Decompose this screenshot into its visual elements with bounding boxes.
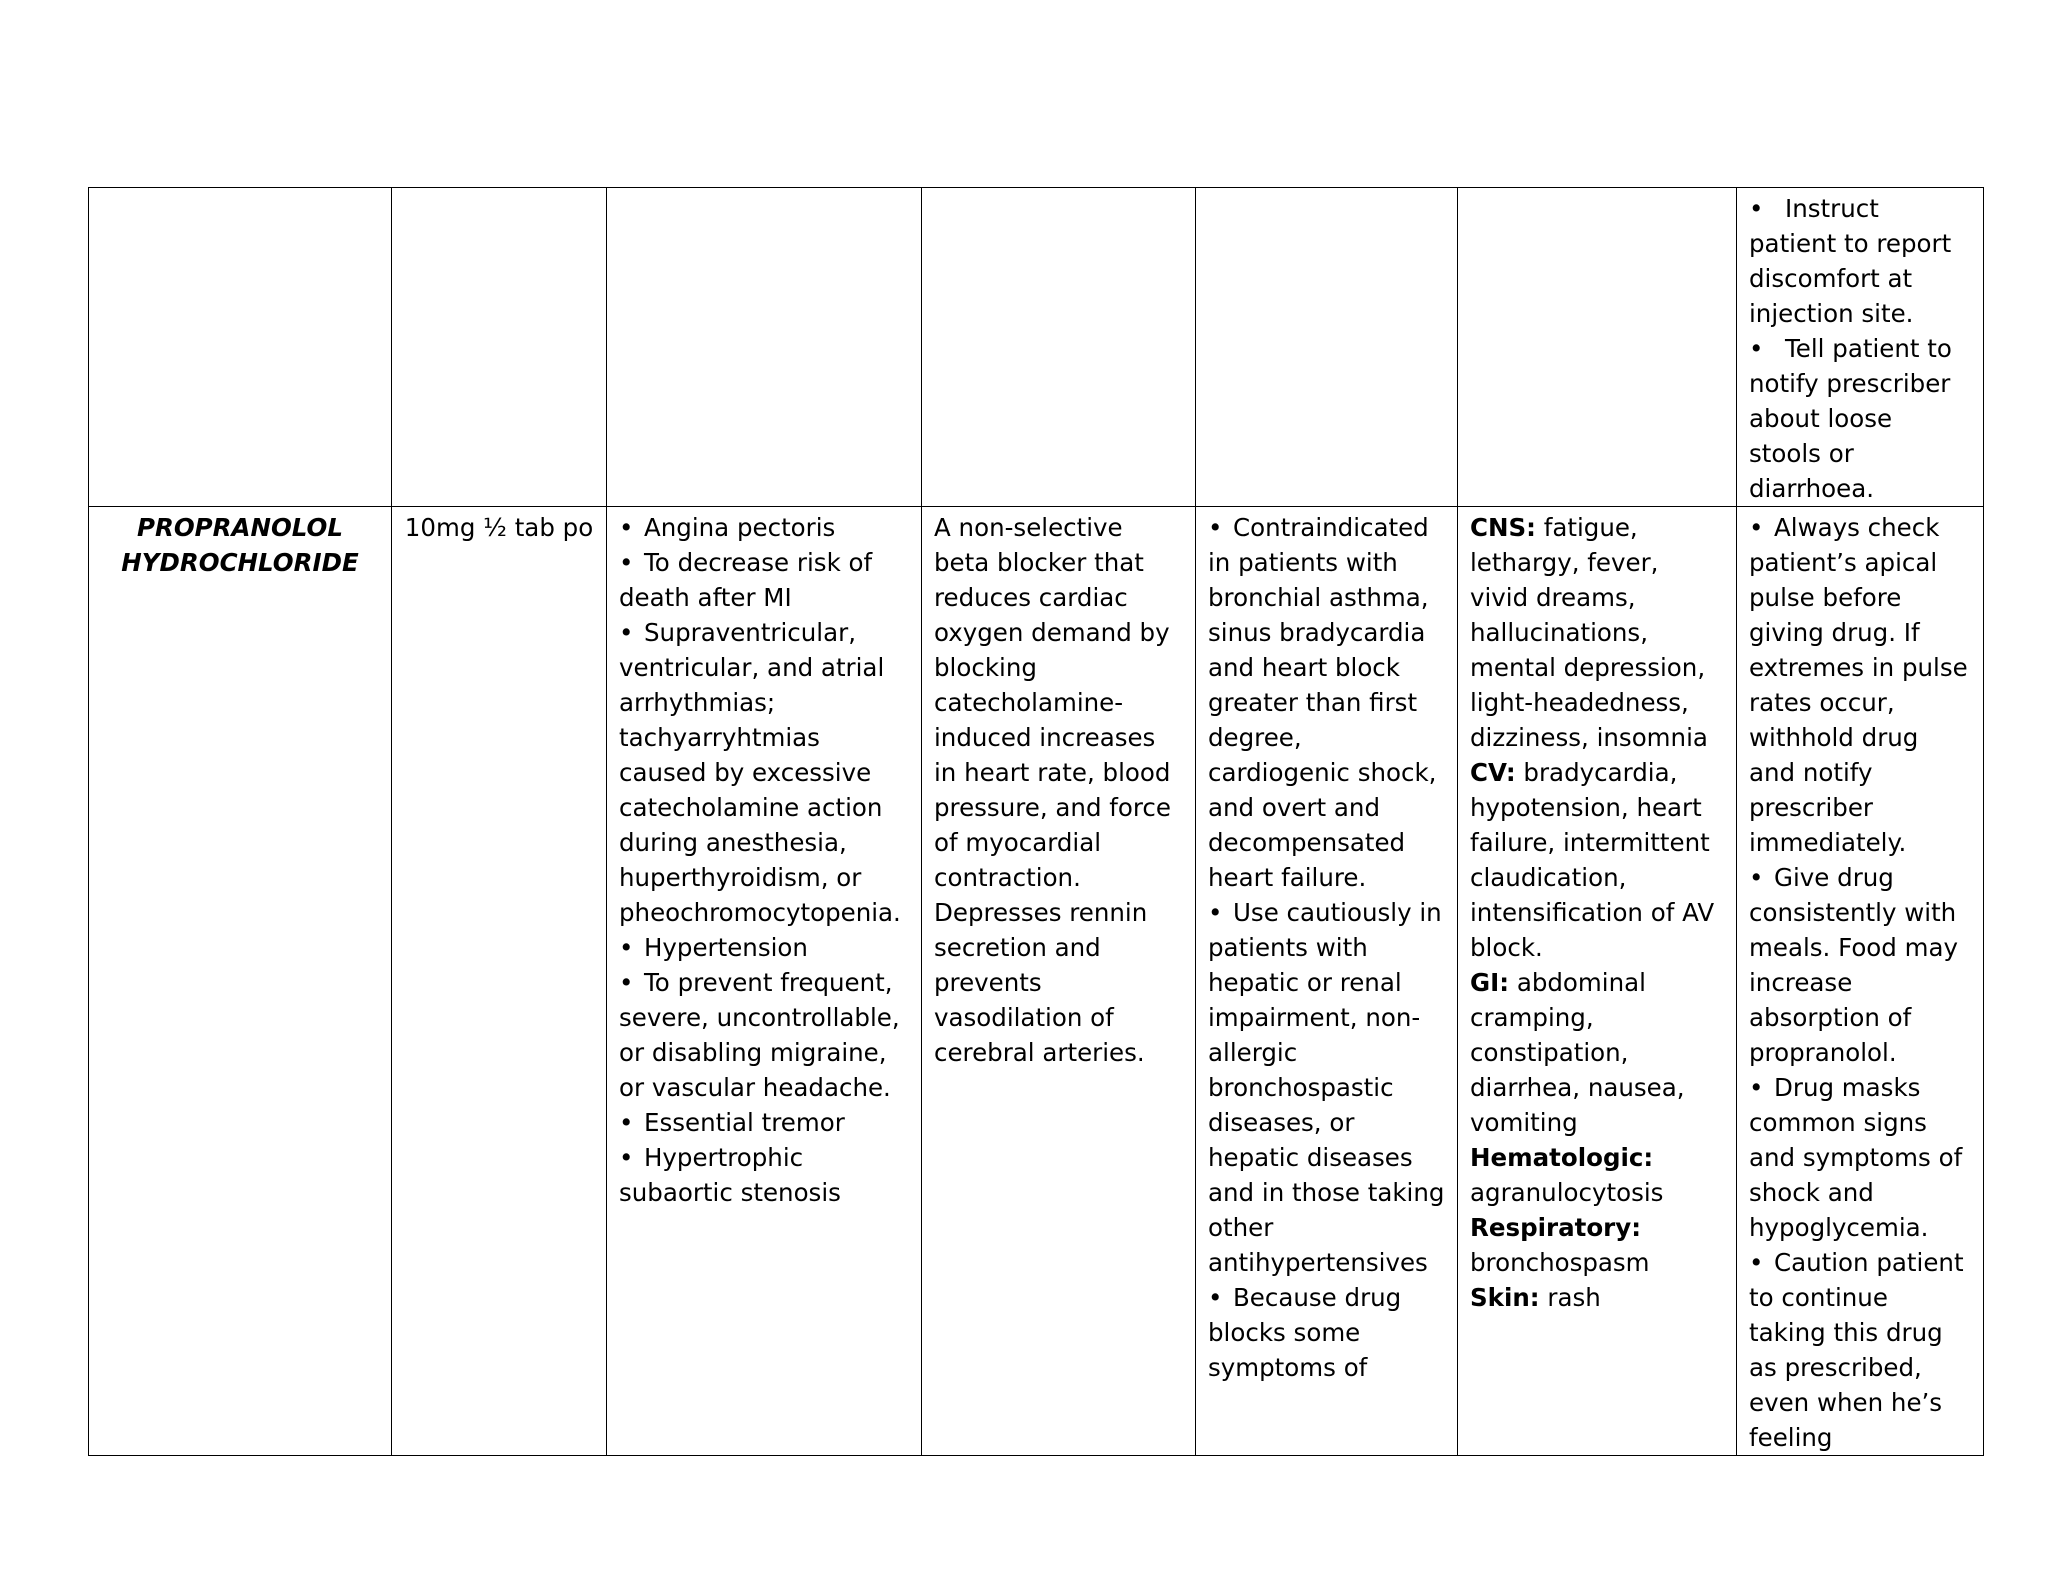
- drug-name-line: HYDROCHLORIDE: [121, 548, 359, 577]
- side-effect-text: fatigue, lethargy, fever, vivid dreams, hallucinations, mental depression, light-headedness, dizziness, insomnia: [1470, 513, 1708, 752]
- side-effect-text: agranulocytosis: [1470, 1178, 1664, 1207]
- bullet-icon: •: [619, 513, 634, 542]
- bullet-icon: •: [1749, 194, 1764, 223]
- list-item: • Supraventricular, ventricular, and atrial arrhythmias; tachyarryhtmias caused by excessive catecholamine action during anesthesia, huperthyroidism, or pheochromocytopenia.: [619, 615, 909, 930]
- mechanism-cell: [922, 507, 1196, 1456]
- bullet-icon: •: [1749, 1073, 1764, 1102]
- list-item: • Angina pectoris: [619, 510, 909, 545]
- list-item: • Hypertension: [619, 930, 909, 965]
- side-effect-text: abdominal cramping, constipation, diarrhea, nausea, vomiting: [1470, 968, 1685, 1137]
- bullet-icon: •: [619, 1108, 634, 1137]
- list-item: • Always check patient’s apical pulse before giving drug. If extremes in pulse rates occur, withhold drug and notify prescriber immediately.: [1749, 510, 1971, 860]
- table-cell-empty: [922, 188, 1196, 507]
- list-item: • Instruct patient to report discomfort at injection site.: [1749, 191, 1971, 331]
- bullet-icon: •: [619, 548, 634, 577]
- bullet-icon: •: [1208, 898, 1223, 927]
- side-effect-label: GI:: [1470, 968, 1510, 997]
- table-cell-empty: [1196, 188, 1458, 507]
- table-row-propranolol: [89, 507, 1984, 1456]
- bullet-icon: •: [619, 968, 634, 997]
- table-cell-empty: [1458, 188, 1737, 507]
- list-item: • Tell patient to notify prescriber about loose stools or diarrhoea.: [1749, 331, 1971, 506]
- nursing-continuation-cell: [1737, 188, 1984, 507]
- side-effect-label: Skin:: [1470, 1283, 1540, 1312]
- side-effect-label: Hematologic:: [1470, 1143, 1654, 1172]
- mechanism-text: A non-selective beta blocker that reduces cardiac oxygen demand by blocking catecholamine-induced increases in heart rate, blood pressure, and force of myocardial contraction. Depresses rennin secretion and prevents vasodilation of cerebral arteries.: [934, 513, 1171, 1067]
- table-cell-empty: [89, 188, 392, 507]
- table-row-continuation: [89, 188, 1984, 507]
- side-effect-label: Respiratory:: [1470, 1213, 1642, 1242]
- bullet-icon: •: [1749, 863, 1764, 892]
- list-item: • Because drug blocks some symptoms of: [1208, 1280, 1445, 1385]
- list-item: • Hypertrophic subaortic stenosis: [619, 1140, 909, 1210]
- list-item: • Drug masks common signs and symptoms of shock and hypoglycemia.: [1749, 1070, 1971, 1245]
- side-effect-text: rash: [1539, 1283, 1601, 1312]
- bullet-icon: •: [1208, 513, 1223, 542]
- table-cell-empty: [607, 188, 922, 507]
- side-effect-label: CNS:: [1470, 513, 1536, 542]
- dose-cell: [392, 507, 607, 1456]
- list-item: • Contraindicated in patients with bronchial asthma, sinus bradycardia and heart block greater than first degree, cardiogenic shock, and overt and decompensated heart failure.: [1208, 510, 1445, 895]
- side-effect-text: bradycardia, hypotension, heart failure, intermittent claudication, intensification of AV block.: [1470, 758, 1715, 962]
- list-item: • To prevent frequent, severe, uncontrollable, or disabling migraine, or vascular headache.: [619, 965, 909, 1105]
- side-effect-label: CV:: [1470, 758, 1516, 787]
- side-effects-cell: [1458, 507, 1737, 1456]
- bullet-icon: •: [1749, 334, 1764, 363]
- list-item: • Caution patient to continue taking this drug as prescribed, even when he’s feeling: [1749, 1245, 1971, 1455]
- side-effect-text: bronchospasm: [1470, 1248, 1650, 1277]
- contraindications-cell: [1196, 507, 1458, 1456]
- list-item: • To decrease risk of death after MI: [619, 545, 909, 615]
- bullet-icon: •: [619, 618, 634, 647]
- list-item: • Use cautiously in patients with hepatic or renal impairment, non-allergic bronchospastic diseases, or hepatic diseases and in those taking other antihypertensives: [1208, 895, 1445, 1280]
- table-cell-empty: [392, 188, 607, 507]
- list-item: • Give drug consistently with meals. Food may increase absorption of propranolol.: [1749, 860, 1971, 1070]
- nursing-cell: [1737, 507, 1984, 1456]
- indications-cell: [607, 507, 922, 1456]
- bullet-icon: •: [619, 1143, 634, 1172]
- drug-table: [88, 187, 1984, 1456]
- drug-name-line: PROPRANOLOL: [137, 513, 343, 542]
- dose-text: 10mg ½ tab po: [404, 513, 594, 542]
- bullet-icon: •: [1208, 1283, 1223, 1312]
- drug-name-cell: [89, 507, 392, 1456]
- bullet-icon: •: [1749, 1248, 1764, 1277]
- bullet-icon: •: [1749, 513, 1764, 542]
- bullet-icon: •: [619, 933, 634, 962]
- list-item: • Essential tremor: [619, 1105, 909, 1140]
